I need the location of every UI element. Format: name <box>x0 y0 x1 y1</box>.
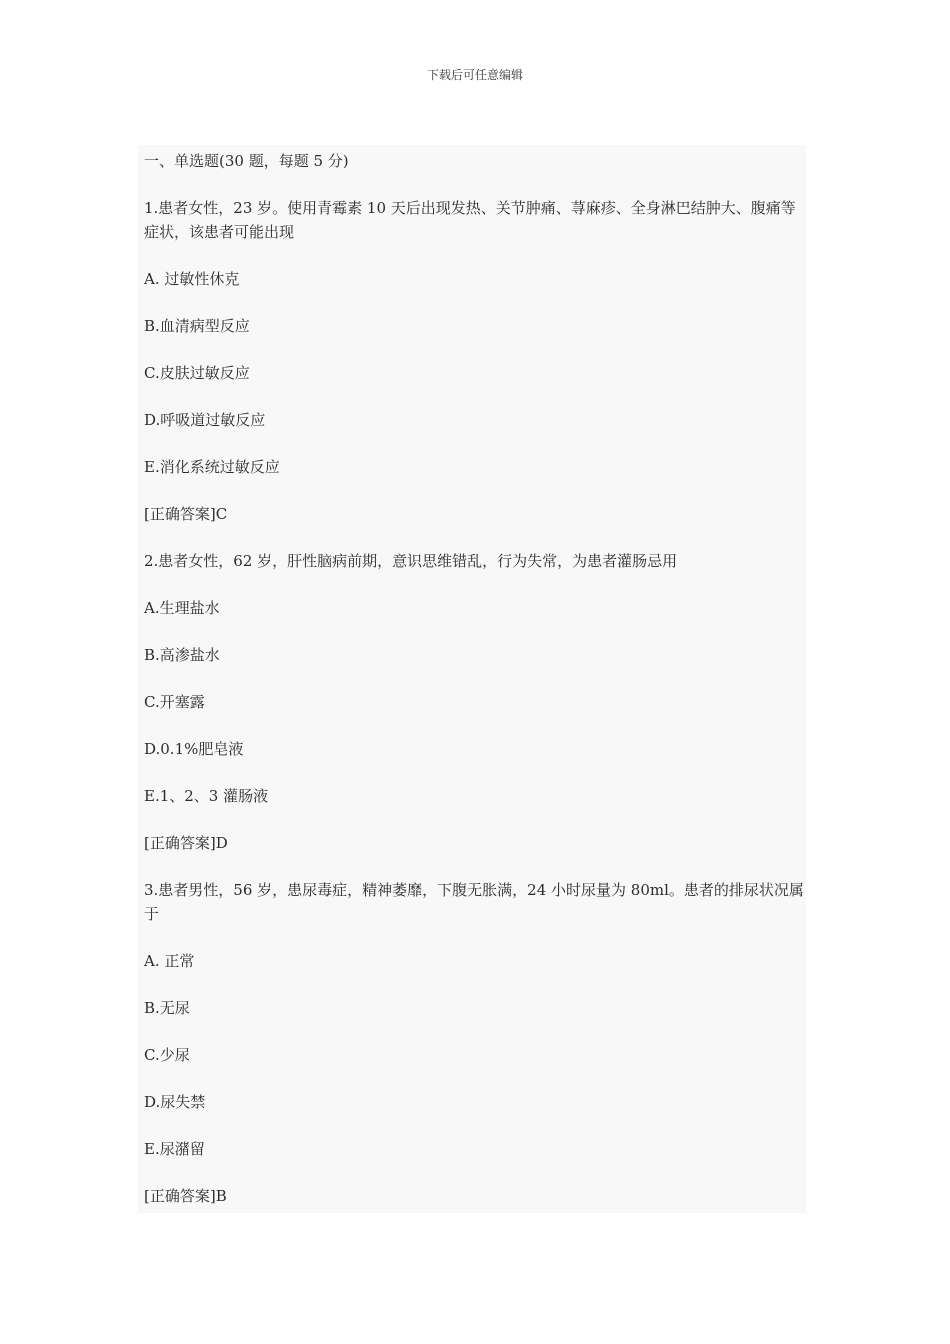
section-title: 一、单选题(30 题，每题 5 分) <box>144 152 349 170</box>
question-3-option-a: A. 正常 <box>144 952 195 970</box>
question-3-option-d: D.尿失禁 <box>144 1093 206 1111</box>
question-2-stem: 2.患者女性，62 岁，肝性脑病前期，意识思维错乱，行为失常，为患者灌肠忌用 <box>144 552 678 570</box>
question-3-stem: 3.患者男性，56 岁，患尿毒症，精神萎靡，下腹无胀满，24 小时尿量为 80ml。患者的排尿状况属于 <box>144 881 804 923</box>
question-3-answer: [正确答案]B <box>144 1187 227 1205</box>
question-3-option-c: C.少尿 <box>144 1046 190 1064</box>
question-3-option-b: B.无尿 <box>144 999 190 1017</box>
question-1-answer: [正确答案]C <box>144 505 228 523</box>
question-2-option-d: D.0.1%肥皂液 <box>144 740 244 758</box>
question-1-option-c: C.皮肤过敏反应 <box>144 364 250 382</box>
question-1-option-a: A. 过敏性休克 <box>144 270 240 288</box>
document-body <box>138 145 806 1213</box>
question-1-option-d: D.呼吸道过敏反应 <box>144 411 266 429</box>
question-1-stem: 1.患者女性，23 岁。使用青霉素 10 天后出现发热、关节肿痛、荨麻疹、全身淋巴结肿大、腹痛等症状，该患者可能出现 <box>144 199 796 241</box>
question-1-option-b: B.血清病型反应 <box>144 317 250 335</box>
question-2-option-c: C.开塞露 <box>144 693 205 711</box>
question-3-option-e: E.尿潴留 <box>144 1140 205 1158</box>
question-2-option-a: A.生理盐水 <box>144 599 220 617</box>
question-1-option-e: E.消化系统过敏反应 <box>144 458 280 476</box>
question-2-answer: [正确答案]D <box>144 834 228 852</box>
question-2-option-e: E.1、2、3 灌肠液 <box>144 787 269 805</box>
question-2-option-b: B.高渗盐水 <box>144 646 220 664</box>
page-header: 下载后可任意编辑 <box>426 68 523 82</box>
